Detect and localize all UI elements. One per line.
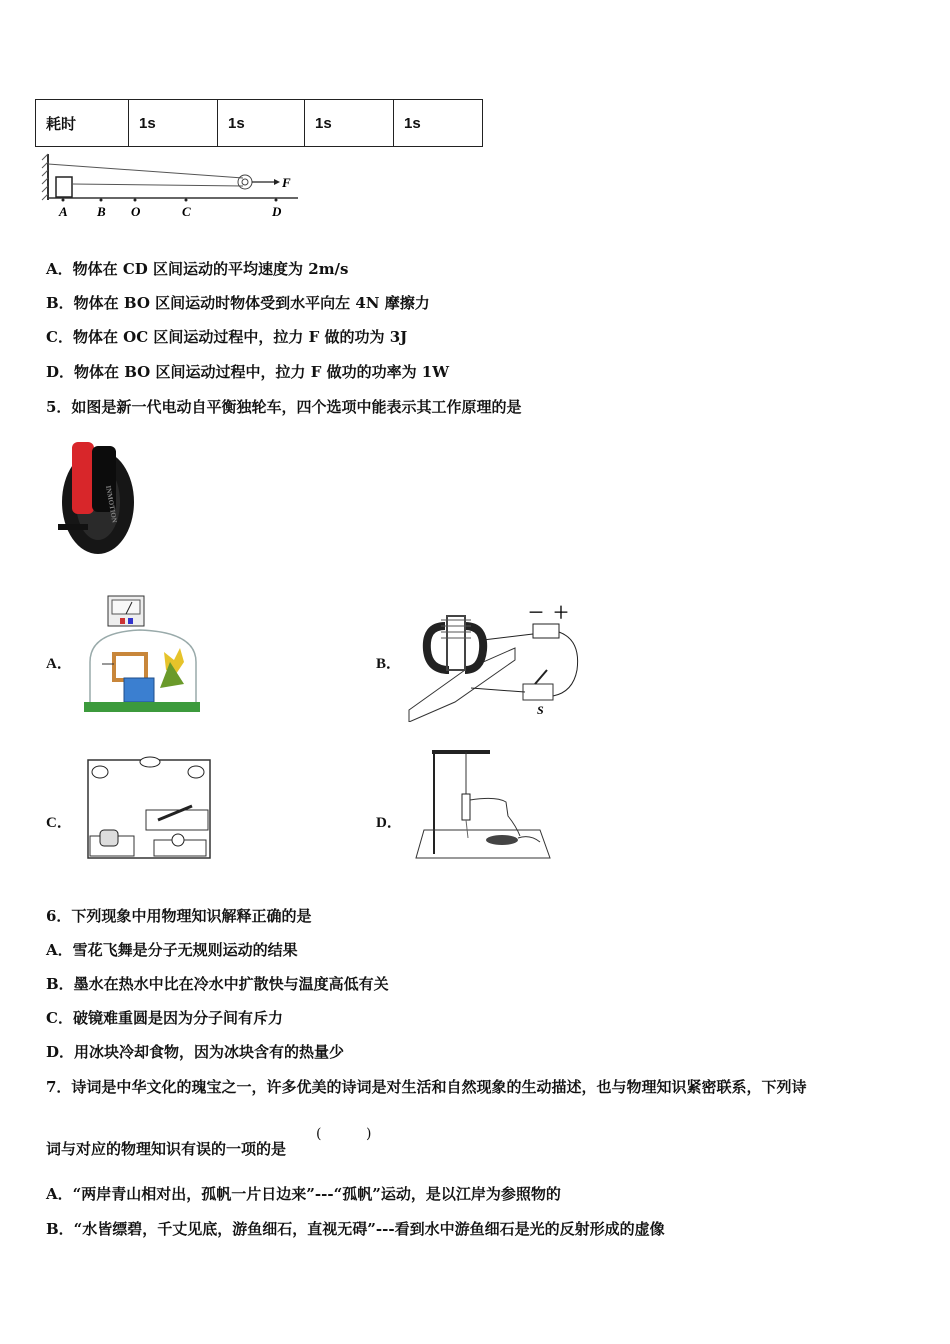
q5-option-label-c: C． (46, 815, 72, 831)
q7-option-b: B．“水皆缥碧，千丈见底，游鱼细石，直视无碍”---看到水中游鱼细石是光的反射形成的虚像 (46, 1220, 665, 1238)
switch-label: S (537, 703, 544, 717)
option-d-figure (410, 746, 560, 866)
table-cell: 1s (305, 100, 394, 147)
q7-option-a: A．“两岸青山相对出，孤帆一片日边来”---“孤帆”运动，是以江岸为参照物的 (46, 1185, 561, 1203)
point-label: D (272, 204, 282, 219)
option-b-figure (405, 600, 585, 722)
q6-option-c: C．破镜难重圆是因为分子间有斥力 (46, 1009, 283, 1027)
q6-option-a: A．雪花飞舞是分子无规则运动的结果 (46, 941, 298, 959)
pulley (238, 175, 252, 189)
q6-stem: 6．下列现象中用物理知识解释正确的是 (46, 907, 312, 925)
q5-stem: 5．如图是新一代电动自平衡独轮车，四个选项中能表示其工作原理的是 (46, 398, 522, 416)
table-cell: 1s (129, 100, 218, 147)
q4-option-d: D．物体在 BO 区间运动过程中，拉力 F 做功的功率为 1W (46, 363, 450, 381)
block (56, 177, 72, 197)
q6-option-b: B．墨水在热水中比在冷水中扩散快与温度高低有关 (46, 975, 389, 993)
table-cell: 1s (218, 100, 305, 147)
table-cell: 1s (394, 100, 483, 147)
point-label: O (131, 204, 141, 219)
q4-option-b: B．物体在 BO 区间运动时物体受到水平向左 4N 摩擦力 (46, 294, 430, 312)
q6-option-d: D．用冰块冷却食物，因为冰块含有的热量少 (46, 1043, 345, 1061)
force-label: F (282, 175, 291, 190)
point-label: C (182, 204, 191, 219)
table-row (36, 100, 483, 147)
battery-minus-label: － (528, 605, 545, 622)
q4-option-c: C．物体在 OC 区间运动过程中，拉力 F 做的功为 3J (46, 328, 408, 346)
option-a-figure (80, 592, 210, 717)
table-cell-header: 耗时 (36, 100, 129, 147)
q7-stem-line1: 7．诗词是中华文化的瑰宝之一，许多优美的诗词是对生活和自然现象的生动描述，也与物理知识紧密联系，下列诗 (46, 1078, 807, 1096)
q5-option-label-d: D． (376, 815, 402, 831)
q5-option-label-a: A． (46, 656, 72, 672)
option-c-figure (82, 752, 214, 864)
battery-plus-label: ＋ (553, 605, 570, 622)
timing-table (35, 99, 483, 147)
point-label: A (59, 204, 68, 219)
track-diagram (38, 150, 308, 222)
unicycle-image (52, 430, 142, 558)
answer-bracket: ( ) (316, 1126, 372, 1142)
point-label: B (97, 204, 106, 219)
q4-option-a: A．物体在 CD 区间运动的平均速度为 2m/s (46, 260, 349, 278)
q7-stem-line2: 词与对应的物理知识有误的一项的是 (46, 1140, 287, 1158)
q5-option-label-b: B． (376, 656, 402, 672)
svg-text:INMOTION: INMOTION (104, 484, 119, 524)
